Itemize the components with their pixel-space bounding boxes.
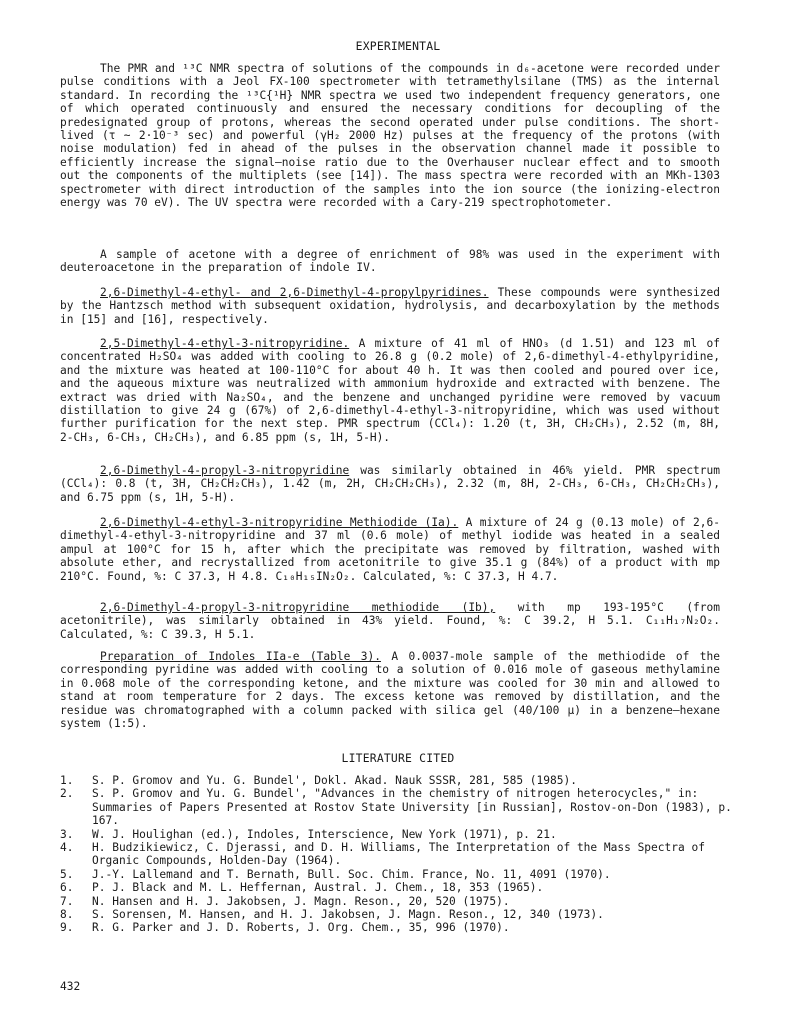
paragraph-body: with mp 193-195°C (from acetonitrile), was similarly obtained in 43% yield. Found, %: C 39.2, H 5.1. C₁₁H₁₇N₂O₂. Calculated, %: C 39.3, H 5.1. [60,601,720,641]
reference-text: J.-Y. Lallemand and T. Bernath, Bull. Soc. Chim. France, No. 11, 4091 (1970). [92,867,611,881]
paragraph-body: A 0.0037-mole sample of the methiodide of the corresponding pyridine was added with cooling to a solution of 0.016 mole of gaseous methylamine in 0.068 mole of the corresponding ketone, and the mixture was cooled for 30 min and allowed to stand at room temperature for 2 days. The excess ketone was removed by distillation, and the residue was chromatographed with a column packed with silica gel (40/100 μ) in a benzene—hexane system (1:5). [60,650,720,731]
reference-number: 9. [60,921,74,935]
reference-item [60,774,732,787]
paragraph-propyl-nitropyridine [60,464,720,504]
reference-number: 3. [60,827,74,841]
section-heading-experimental: EXPERIMENTAL [355,39,441,53]
paragraph-title: 2,6-Dimethyl-4-propyl-3-nitropyridine methiodide (Ib), [100,601,496,614]
paragraph-methiodide-ib [60,601,720,641]
reference-item [60,787,732,827]
reference-number: 6. [60,881,74,895]
reference-number: 8. [60,908,74,922]
paragraph-deuteroacetone: A sample of acetone with a degree of enrichment of 98% was used in the experiment with deuteroacetone in the preparation of indole IV. [60,248,720,275]
reference-text: R. G. Parker and J. D. Roberts, J. Org. Chem., 35, 996 (1970). [92,921,510,935]
paragraph-title: 2,5-Dimethyl-4-ethyl-3-nitropyridine. [100,337,350,350]
paragraph-body: These compounds were synthesized by the Hantzsch method with subsequent oxidation, hydrolysis, and decarboxylation by the methods in [15] and [16], respectively. [60,286,720,326]
reference-item [60,841,732,868]
paragraph-spectra-methods: The PMR and ¹³C NMR spectra of solutions of the compounds in d₆-acetone were recorded under pulse conditions with a Jeol FX-100 spectrometer with tetramethylsilane (TMS) as the internal standard. In recording the ¹³C{¹H} NMR spectra we used two independent frequency generators, one of which operated continuously and ensured the necessary conditions for decoupling of the predesignated group of protons, whereas the second operated under pulse conditions. The short-lived (τ ~ 2·10⁻³ sec) and powerful (γH₂ 2000 Hz) pulses at the frequency of the protons (with noise modulation) fed in ahead of the pulses in the observation channel made it possible to efficiently increase the signal—noise ratio due to the Overhauser nuclear effect and to smooth out the components of the multiplets (see [14]). The mass spectra were recorded with an MKh-1303 spectrometer with direct introduction of the samples into the ion source (the ionizing-electron energy was 70 eV). The UV spectra were recorded with a Cary-219 spectrophotometer. [60,62,720,210]
reference-text: S. P. Gromov and Yu. G. Bundel', "Advances in the chemistry of nitrogen heterocycles," in: Summaries of Papers Presented at Rostov State University [in Russian], Rostov-on-Don (1983), p. 167. [92,787,732,828]
reference-text: S. Sorensen, M. Hansen, and H. J. Jakobsen, J. Magn. Reson., 12, 340 (1973). [92,908,604,922]
reference-item [60,868,732,881]
paragraph-title: 2,6-Dimethyl-4-propyl-3-nitropyridine [100,464,350,477]
page-number: 432 [60,980,81,993]
paragraph-body: A mixture of 24 g (0.13 mole) of 2,6-dimethyl-4-ethyl-3-nitropyridine and 37 ml (0.6 mole) of methyl iodide was heated in a sealed ampul at 100°C for 15 h, after which the precipitate was removed by filtration, washed with absolute ether, and recrystallized from acetonitrile to give 35.1 g (84%) of a product with mp 210°C. Found, %: C 37.3, H 4.8. C₁₀H₁₅IN₂O₂. Calculated, %: C 37.3, H 4.7. [60,516,720,583]
reference-number: 2. [60,787,74,801]
reference-item [60,881,732,894]
reference-number: 5. [60,867,74,881]
reference-item [60,895,732,908]
paragraph-body: A mixture of 41 ml of HNO₃ (d 1.51) and 123 ml of concentrated H₂SO₄ was added with cooling to 26.8 g (0.2 mole) of 2,6-dimethyl-4-ethylpyridine, and the mixture was heated at 100-110°C for about 40 h. It was then cooled and poured over ice, and the aqueous mixture was neutralized with ammonium hydroxide and extracted with benzene. The extract was dried with Na₂SO₄, and the benzene and unchanged pyridine were removed by vacuum distillation to give 24 g (67%) of 2,6-dimethyl-4-ethyl-3-nitropyridine, which was used without further purification for the next step. PMR spectrum (CCl₄): 1.20 (t, 3H, CH₂CH₃), 2.52 (m, 8H, 2-CH₃, 6-CH₃, CH₂CH₃), and 6.85 ppm (s, 1H, 5-H). [60,337,720,444]
paragraph-dimethylpyridines [60,286,720,326]
reference-number: 4. [60,841,74,855]
section-heading-literature: LITERATURE CITED [341,751,455,765]
reference-text: H. Budzikiewicz, C. Djerassi, and D. H. Williams, The Interpretation of the Mass Spectra of Organic Compounds, Holden-Day (1964). [92,841,705,868]
paragraph-title: 2,6-Dimethyl-4-ethyl-3-nitropyridine Methiodide (Ia). [100,516,459,529]
reference-text: W. J. Houlighan (ed.), Indoles, Interscience, New York (1971), p. 21. [92,827,557,841]
reference-text: N. Hansen and H. J. Jakobsen, J. Magn. Reson., 20, 520 (1975). [92,894,510,908]
paragraph-methiodide-ia [60,516,720,583]
reference-text: S. P. Gromov and Yu. G. Bundel', Dokl. Akad. Nauk SSSR, 281, 585 (1985). [92,774,577,787]
reference-list [60,774,732,935]
paragraph-indoles-preparation [60,650,720,730]
paragraph-body: was similarly obtained in 46% yield. PMR spectrum (CCl₄): 0.8 (t, 3H, CH₂CH₂CH₃), 1.42 (m, 2H, CH₂CH₂CH₃), 2.32 (m, 8H, 2-CH₃, 6-CH₃, CH₂CH₂CH₃), and 6.75 ppm (s, 1H, 5-H). [60,464,720,504]
paragraph-ethyl-nitropyridine [60,337,720,444]
reference-number: 1. [60,774,74,787]
paragraph-title: 2,6-Dimethyl-4-ethyl- and 2,6-Dimethyl-4-propylpyridines. [100,286,489,299]
reference-item [60,908,732,921]
paragraph-title: Preparation of Indoles IIa-e (Table 3). [100,650,381,663]
reference-text: P. J. Black and M. L. Heffernan, Austral. J. Chem., 18, 353 (1965). [92,881,544,895]
reference-number: 7. [60,894,74,908]
reference-item [60,921,732,934]
reference-item [60,828,732,841]
